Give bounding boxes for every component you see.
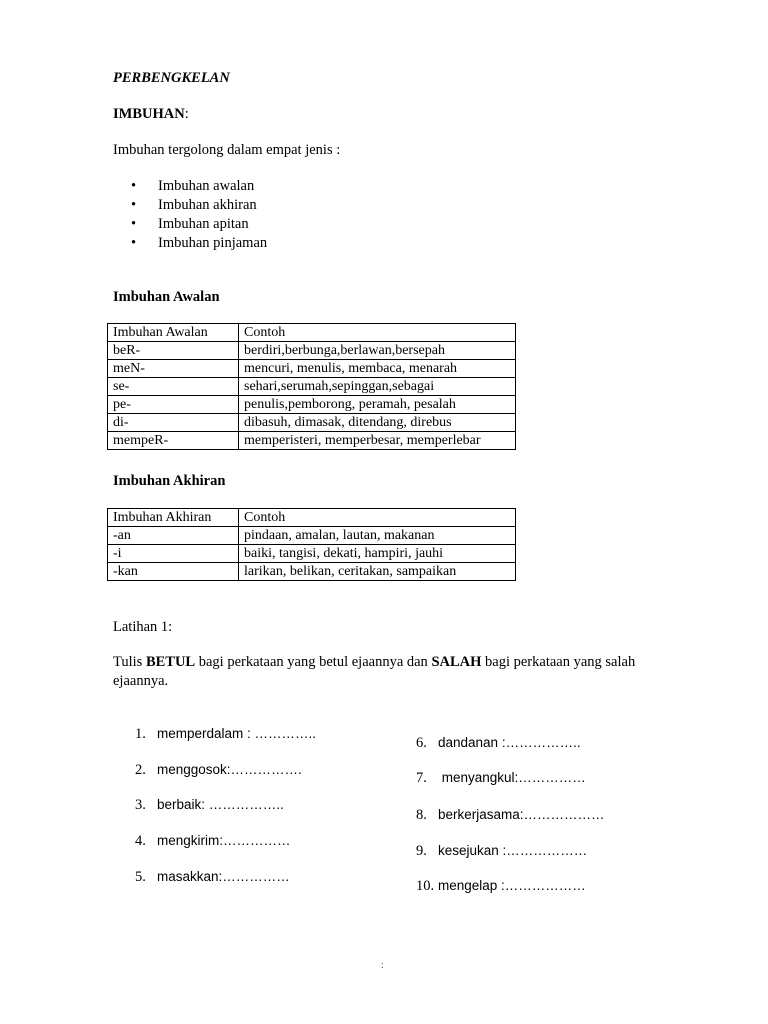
question-item — [416, 735, 581, 752]
question-text: menggosok:……………. — [157, 762, 302, 777]
instruction-bold-betul: BETUL — [145, 654, 196, 670]
question-text: mengkirim:…………… — [157, 833, 291, 848]
list-item: • Imbuhan akhiran — [113, 196, 267, 215]
table-row — [108, 432, 516, 450]
intro-text: Imbuhan tergolong dalam empat jenis : — [113, 142, 341, 158]
question-text: kesejukan :……………… — [438, 843, 588, 858]
table-header-cell: Contoh — [239, 324, 516, 342]
question-number: 9. — [416, 843, 427, 859]
table-cell: -i — [108, 545, 239, 563]
instruction-bold-salah: SALAH — [431, 654, 482, 670]
question-item — [135, 726, 316, 743]
table-cell: pe- — [108, 396, 239, 414]
question-number: 5. — [135, 869, 146, 885]
question-number: 1. — [135, 726, 146, 742]
list-item: • Imbuhan pinjaman — [113, 234, 267, 253]
list-item: • Imbuhan apitan — [113, 215, 267, 234]
table-cell: -an — [108, 527, 239, 545]
question-text: memperdalam : ………….. — [157, 726, 317, 741]
question-item — [416, 807, 605, 824]
question-item — [135, 869, 290, 886]
question-item — [416, 770, 586, 787]
table-cell: larikan, belikan, ceritakan, sampaikan — [239, 563, 516, 581]
imbuhan-types-list — [113, 177, 267, 253]
question-text: menyangkul:…………… — [438, 770, 586, 785]
table-row — [108, 378, 516, 396]
question-number: 3. — [135, 797, 146, 813]
question-number: 4. — [135, 833, 146, 849]
table-row — [108, 360, 516, 378]
question-text: dandanan :…………….. — [438, 735, 581, 750]
table-cell: beR- — [108, 342, 239, 360]
table-cell: dibasuh, dimasak, ditendang, direbus — [239, 414, 516, 432]
akhiran-table — [107, 508, 516, 581]
table-cell: meN- — [108, 360, 239, 378]
question-number: 6. — [416, 735, 427, 751]
table-cell: di- — [108, 414, 239, 432]
table-header-cell: Contoh — [239, 509, 516, 527]
table-header-row — [108, 509, 516, 527]
subtitle-colon: : — [184, 106, 189, 122]
question-text: berkerjasama:……………… — [438, 807, 605, 822]
question-item — [135, 762, 302, 779]
list-item: • Imbuhan awalan — [113, 177, 267, 196]
table-cell: sehari,serumah,sepinggan,sebagai — [239, 378, 516, 396]
section-subtitle — [113, 106, 189, 123]
question-number: 2. — [135, 762, 146, 778]
question-text: masakkan:…………… — [157, 869, 290, 884]
table-header-cell: Imbuhan Awalan — [108, 324, 239, 342]
awalan-table — [107, 323, 516, 450]
question-item — [135, 833, 291, 850]
table-row — [108, 545, 516, 563]
question-text: mengelap :……………… — [438, 878, 586, 893]
table-cell: penulis,pemborong, peramah, pesalah — [239, 396, 516, 414]
table-row — [108, 527, 516, 545]
table-cell: mencuri, menulis, membaca, menarah — [239, 360, 516, 378]
table-row — [108, 396, 516, 414]
exercise-heading: Latihan 1: — [113, 619, 173, 635]
table-cell: pindaan, amalan, lautan, makanan — [239, 527, 516, 545]
table-header-cell: Imbuhan Akhiran — [108, 509, 239, 527]
table-header-row — [108, 324, 516, 342]
exercise-instruction — [113, 653, 643, 691]
question-item — [416, 843, 587, 860]
akhiran-heading: Imbuhan Akhiran — [113, 473, 226, 489]
question-item — [135, 797, 284, 814]
question-number: 10. — [416, 878, 435, 894]
table-row — [108, 563, 516, 581]
table-cell: se- — [108, 378, 239, 396]
table-cell: berdiri,berbunga,berlawan,bersepah — [239, 342, 516, 360]
page-title: PERBENGKELAN — [113, 70, 230, 86]
question-number: 8. — [416, 807, 427, 823]
question-text: berbaik: …………….. — [157, 797, 284, 812]
instruction-text: bagi perkataan yang salah ejaannya. — [113, 654, 636, 689]
table-row — [108, 342, 516, 360]
instruction-text: bagi perkataan yang betul ejaannya dan — [195, 654, 432, 670]
subtitle-text: IMBUHAN — [113, 106, 185, 122]
table-cell: -kan — [108, 563, 239, 581]
question-number: 7. — [416, 770, 427, 786]
table-row — [108, 414, 516, 432]
table-cell: memperisteri, memperbesar, memperlebar — [239, 432, 516, 450]
table-cell: mempeR- — [108, 432, 239, 450]
awalan-heading: Imbuhan Awalan — [113, 289, 220, 305]
instruction-text: Tulis — [113, 654, 146, 670]
table-cell: baiki, tangisi, dekati, hampiri, jauhi — [239, 545, 516, 563]
question-item — [416, 878, 586, 895]
page-footer-mark: : — [381, 960, 384, 971]
